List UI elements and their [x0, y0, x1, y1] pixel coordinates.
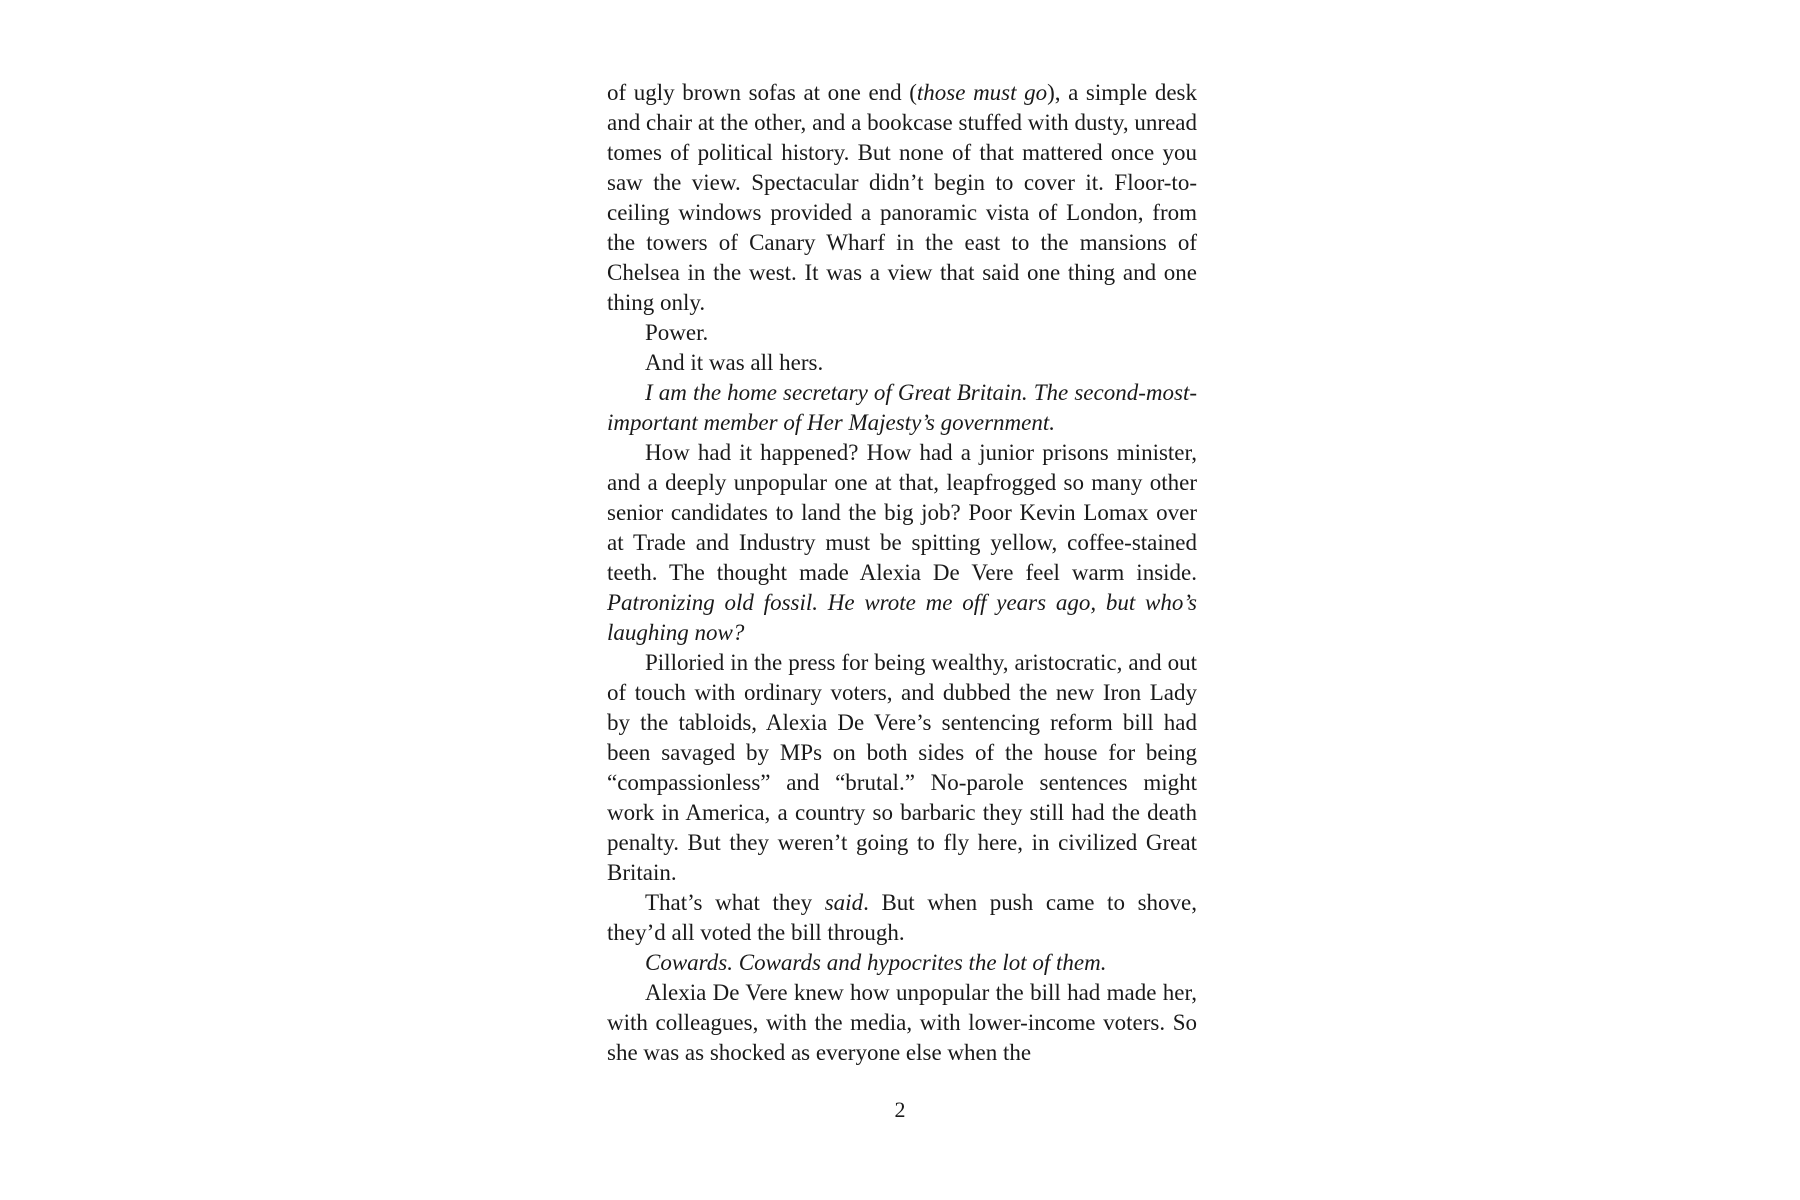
paragraph-8	[607, 948, 1197, 978]
paragraph-3-run-1: And it was all hers.	[645, 350, 824, 375]
paragraph-8-run-1: Cowards. Cowards and hypocrites the lot of them.	[645, 950, 1107, 975]
paragraph-3	[607, 348, 1197, 378]
page-number: 2	[894, 1097, 906, 1122]
book-page-body	[607, 78, 1197, 1068]
paragraph-2-run-1: Power.	[645, 320, 709, 345]
paragraph-4	[607, 378, 1197, 438]
paragraph-7-run-2: said	[824, 890, 864, 915]
paragraph-1-run-3: ), a simple desk and chair at the other, and a bookcase stuffed with dusty, unread tomes of political history. But none of that mattered once you saw the view. Spectacular didn’t begin to cover it. Floor-to-ceiling windows provided a panoramic vista of London, from the towers of Canary Wharf in the east to the mansions of Chelsea in the west. It was a view that said one thing and one thing only.	[607, 80, 1197, 315]
paragraph-7-run-1: That’s what they	[645, 890, 825, 915]
paragraph-6	[607, 648, 1197, 888]
paragraph-7	[607, 888, 1197, 948]
paragraph-5-run-1: How had it happened? How had a junior prisons minister, and a deeply unpopular one at that, leapfrogged so many other senior candidates to land the big job? Poor Kevin Lomax over at Trade and Industry must be spitting yellow, coffee-stained teeth. The thought made Alexia De Vere feel warm inside.	[607, 440, 1197, 585]
paragraph-9-run-1: Alexia De Vere knew how unpopular the bill had made her, with colleagues, with the media, with lower-income voters. So she was as shocked as everyone else when the	[607, 980, 1197, 1065]
paragraph-2	[607, 318, 1197, 348]
paragraph-1-run-1: of ugly brown sofas at one end (	[607, 80, 917, 105]
paragraph-4-run-1: I am the home secretary of Great Britain. The second-most-important member of Her Majesty’s government.	[607, 380, 1197, 435]
paragraph-1-run-2: those must go	[916, 80, 1048, 105]
paragraph-5-run-2: Patronizing old fossil. He wrote me off years ago, but who’s laughing now?	[607, 590, 1197, 645]
paragraph-7-run-3: . But when push came to shove, they’d all voted the bill through.	[607, 890, 1197, 945]
paragraph-6-run-1: Pilloried in the press for being wealthy, aristocratic, and out of touch with ordinary voters, and dubbed the new Iron Lady by the tabloids, Alexia De Vere’s sentencing reform bill had been savaged by MPs on both sides of the house for being “compassionless” and “brutal.” No-parole sentences might work in America, a country so barbaric they still had the death penalty. But they weren’t going to fly here, in civilized Great Britain.	[607, 650, 1197, 885]
paragraph-1	[607, 78, 1197, 318]
paragraph-5	[607, 438, 1197, 648]
paragraph-9	[607, 978, 1197, 1068]
